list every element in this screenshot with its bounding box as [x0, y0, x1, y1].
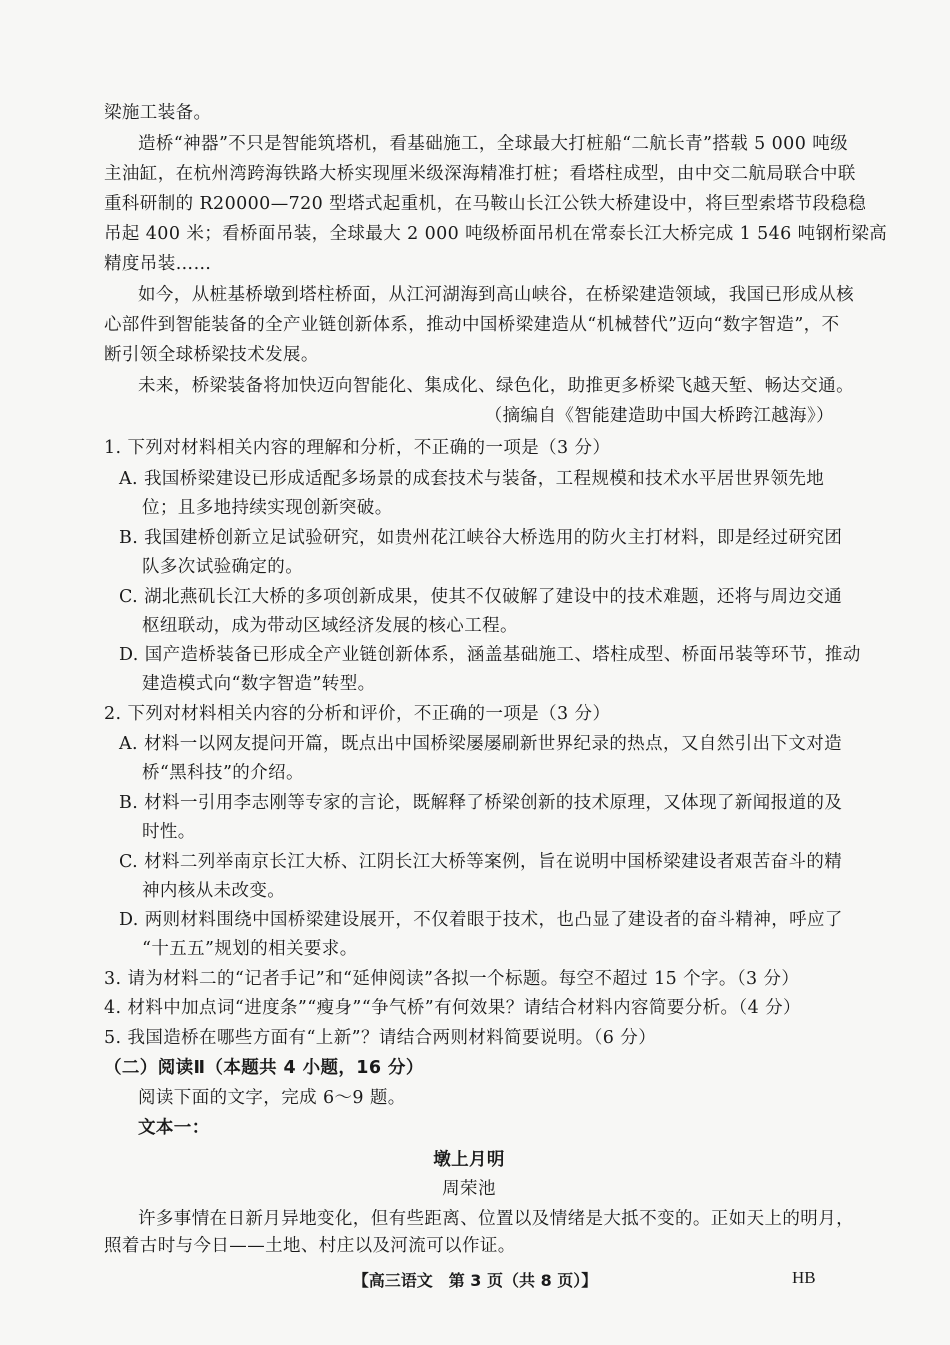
question-5: 5. 我国造桥在哪些方面有“上新”？请结合两则材料简要说明。（6 分）: [104, 1028, 657, 1048]
paragraph-text: 梁施工装备。: [104, 103, 212, 123]
option-2c: C. 材料二列举南京长江大桥、江阴长江大桥等案例，旨在说明中国桥梁建设者艰苦奋斗的精: [119, 852, 843, 872]
question-3: 3. 请为材料二的“记者手记”和“延伸阅读”各拟一个标题。每空不超过 15 个字。（3 分）: [104, 969, 800, 989]
option-1a: A. 我国桥梁建设已形成适配多场景的成套技术与装备，工程规模和技术水平居世界领先地: [119, 469, 825, 489]
section-heading: （二）阅读Ⅱ（本题共 4 小题，16 分）: [104, 1058, 424, 1078]
option-1c: C. 湖北燕矶长江大桥的多项创新成果，使其不仅破解了建设中的技术难题，还将与周边交通: [119, 587, 843, 607]
option-1d: D. 国产造桥装备已形成全产业链创新体系，涵盖基础施工、塔柱成型、桥面吊装等环节，推动: [119, 645, 861, 665]
option-1b-cont: 队多次试验确定的。: [142, 557, 304, 577]
exam-code: HB: [792, 1268, 816, 1287]
paragraph-text: 未来，桥梁装备将加快迈向智能化、集成化、绿色化，助推更多桥梁飞越天堑、畅达交通。: [138, 376, 854, 396]
article-body: 许多事情在日新月异地变化，但有些距离、位置以及情绪是大抵不变的。正如天上的明月，: [138, 1209, 854, 1229]
option-2d: D. 两则材料围绕中国桥梁建设展开，不仅着眼于技术，也凸显了建设者的奋斗精神，呼应了: [119, 910, 843, 930]
article-title: 墩上月明: [433, 1150, 505, 1170]
option-1a-cont: 位；且多地持续实现创新突破。: [142, 498, 393, 518]
article-body: 照着古时与今日——土地、村庄以及河流可以作证。: [104, 1236, 516, 1256]
article-author: 周荣池: [442, 1179, 496, 1199]
paragraph-text: 心部件到智能装备的全产业链创新体系，推动中国桥梁建造从“机械替代”迈向“数字智造”，不: [104, 315, 840, 335]
option-2a: A. 材料一以网友提问开篇，既点出中国桥梁屡屡刷新世界纪录的热点，又自然引出下文对造: [119, 734, 843, 754]
paragraph-text: 造桥“神器”不只是智能筑塔机，看基础施工，全球最大打桩船“二航长青”搭载 5 000 吨级: [138, 134, 849, 154]
option-2c-cont: 神内核从未改变。: [142, 881, 286, 901]
option-1d-cont: 建造模式向“数字智造”转型。: [142, 674, 376, 694]
option-2d-cont: “十五五”规划的相关要求。: [142, 939, 358, 959]
question-2: 2. 下列对材料相关内容的分析和评价，不正确的一项是（3 分）: [104, 704, 611, 724]
paragraph-text: 主油缸，在杭州湾跨海铁路大桥实现厘米级深海精准打桩；看塔柱成型，由中交二航局联合中联: [104, 164, 856, 184]
paragraph-text: 断引领全球桥梁技术发展。: [104, 345, 319, 365]
question-4: 4. 材料中加点词“进度条”“瘦身”“争气桥”有何效果？请结合材料内容简要分析。（4 分）: [104, 998, 801, 1018]
text-label: 文本一：: [138, 1118, 210, 1138]
option-2b-cont: 时性。: [142, 822, 196, 842]
option-1c-cont: 枢纽联动，成为带动区域经济发展的核心工程。: [142, 616, 518, 636]
option-2a-cont: 桥“黑科技”的介绍。: [142, 763, 304, 783]
page-footer: 【高三语文 第 3 页（共 8 页）】: [352, 1271, 598, 1290]
source-citation: （摘编自《智能建造助中国大桥跨江越海》）: [484, 406, 834, 426]
option-2b: B. 材料一引用李志刚等专家的言论，既解释了桥梁创新的技术原理，又体现了新闻报道的及: [119, 793, 843, 813]
paragraph-text: 如今，从桩基桥墩到塔柱桥面，从江河湖海到高山峡谷，在桥梁建造领域，我国已形成从核: [138, 285, 854, 305]
paragraph-text: 吊起 400 米；看桥面吊装，全球最大 2 000 吨级桥面吊机在常泰长江大桥完成 1 546 吨钢桁梁高: [104, 224, 888, 244]
paragraph-text: 精度吊装……: [104, 254, 212, 274]
paragraph-text: 重科研制的 R20000—720 型塔式起重机，在马鞍山长江公铁大桥建设中，将巨型索塔节段稳稳: [104, 194, 867, 214]
section-instruction: 阅读下面的文字，完成 6～9 题。: [138, 1088, 406, 1108]
question-1: 1. 下列对材料相关内容的理解和分析，不正确的一项是（3 分）: [104, 438, 611, 458]
option-1b: B. 我国建桥创新立足试验研究，如贵州花江峡谷大桥选用的防火主打材料，即是经过研究团: [119, 528, 843, 548]
